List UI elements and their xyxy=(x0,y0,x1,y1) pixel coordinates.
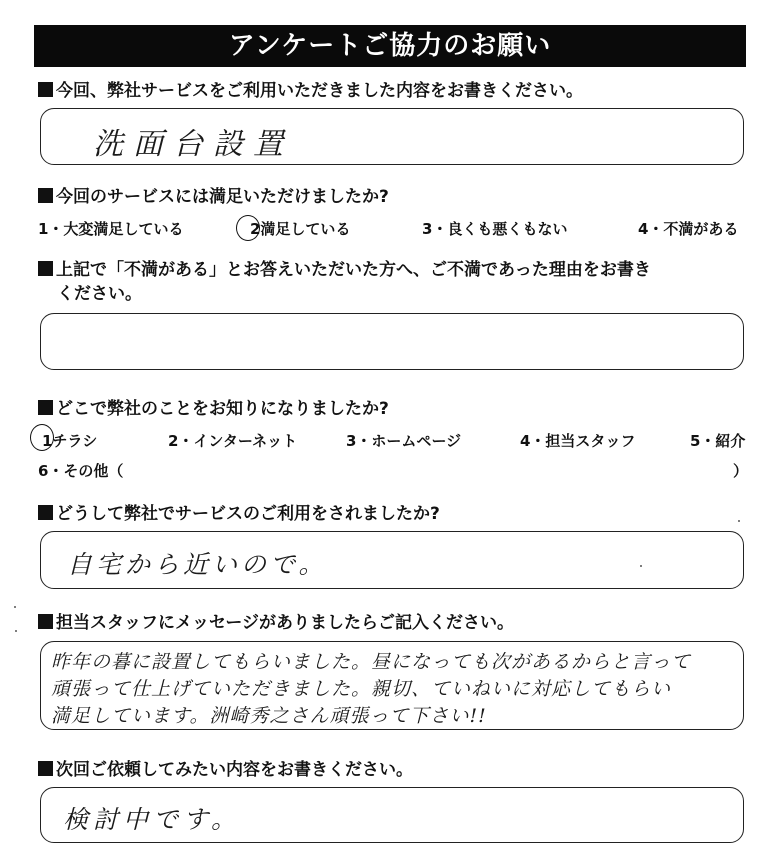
answer-box-5[interactable] xyxy=(40,531,744,589)
survey-title: アンケートご協力のお願い xyxy=(34,25,746,67)
bullet-square-icon xyxy=(38,400,53,415)
question-3-label-line1: 上記で「不満がある」とお答えいただいた方へ、ご不満であった理由をお書き xyxy=(38,259,651,281)
question-6-label: 担当スタッフにメッセージがありましたらご記入ください。 xyxy=(38,612,514,634)
q4-option-2[interactable]: 2・インターネット xyxy=(168,432,298,450)
q4-option-1[interactable]: 1チラシ xyxy=(42,432,98,450)
answer-6-line-2: 頑張って仕上げていただきました。親切、ていねいに対応してもらい xyxy=(51,678,672,700)
answer-6-line-1: 昨年の暮に設置してもらいました。昼になっても次があるからと言って xyxy=(51,651,692,673)
answer-5-text: 自宅から近いので。 xyxy=(67,550,328,579)
selected-circle-mark xyxy=(236,215,260,241)
q2-option-3[interactable]: 3・良くも悪くもない xyxy=(422,220,568,238)
bullet-square-icon xyxy=(38,261,53,276)
answer-box-7[interactable] xyxy=(40,787,744,843)
answer-7-text: 検討中です。 xyxy=(63,805,242,834)
answer-box-6[interactable] xyxy=(40,641,744,730)
selected-circle-mark xyxy=(30,424,54,451)
question-5-label: どうして弊社でサービスのご利用をされましたか? xyxy=(38,503,440,525)
q4-option-other[interactable]: 6・その他（ xyxy=(38,462,124,480)
question-7-label: 次回ご依頼してみたい内容をお書きください。 xyxy=(38,759,413,781)
q2-option-1[interactable]: 1・大変満足している xyxy=(38,220,184,238)
q4-option-other-close: ） xyxy=(733,462,749,480)
q4-option-3[interactable]: 3・ホームページ xyxy=(346,432,462,450)
bullet-square-icon xyxy=(38,761,53,776)
answer-box-1[interactable] xyxy=(40,108,744,165)
answer-6-line-3: 満足しています。洲崎秀之さん頑張って下さい!! xyxy=(51,705,487,727)
question-4-label: どこで弊社のことをお知りになりましたか? xyxy=(38,398,389,420)
scan-speck xyxy=(738,520,740,522)
answer-box-3[interactable] xyxy=(40,313,744,370)
bullet-square-icon xyxy=(38,188,53,203)
q2-option-2[interactable]: 2満足している xyxy=(250,220,351,238)
answer-1-text: 洗面台設置 xyxy=(93,127,293,162)
q2-option-4[interactable]: 4・不満がある xyxy=(638,220,739,238)
q4-option-4[interactable]: 4・担当スタッフ xyxy=(520,432,636,450)
bullet-square-icon xyxy=(38,614,53,629)
question-2-label: 今回のサービスには満足いただけましたか? xyxy=(38,186,389,208)
question-3-label-line2: ください。 xyxy=(57,284,142,304)
bullet-square-icon xyxy=(38,505,53,520)
scan-speck xyxy=(640,565,642,567)
scan-speck xyxy=(14,606,16,608)
scan-speck xyxy=(15,630,17,632)
bullet-square-icon xyxy=(38,82,53,97)
question-1-label: 今回、弊社サービスをご利用いただきました内容をお書きください。 xyxy=(38,80,583,102)
q4-option-5[interactable]: 5・紹介 xyxy=(690,432,746,450)
